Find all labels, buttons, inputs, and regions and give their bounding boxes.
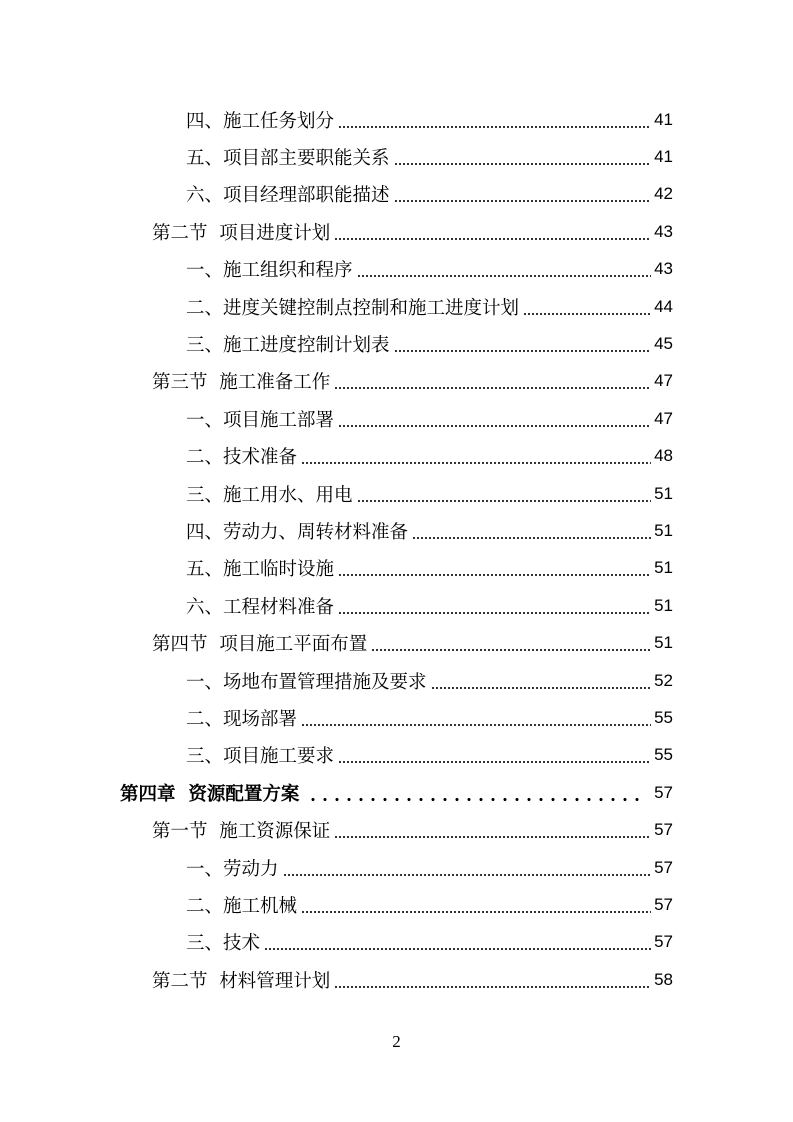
- toc-entry-label: 一、施工组织和程序: [186, 260, 353, 282]
- toc-entry-label: 六、项目经理部职能描述: [186, 185, 390, 207]
- toc-entry-label: 二、施工机械: [186, 895, 298, 917]
- dot-leader: [301, 724, 651, 726]
- dot-leader: [394, 200, 652, 202]
- toc-entry-page: 55: [654, 707, 673, 727]
- dot-leader: [431, 687, 652, 689]
- toc-entry-label: 二、进度关键控制点控制和施工进度计划: [186, 297, 520, 319]
- toc-entry-page: 42: [654, 184, 673, 204]
- toc-entry-label: 四、施工任务划分: [186, 110, 335, 132]
- toc-entry[interactable]: [0, 662, 793, 699]
- toc-chapter-entry[interactable]: [0, 774, 793, 811]
- toc-entry-page: 51: [654, 633, 673, 653]
- toc-entry[interactable]: [0, 138, 793, 175]
- toc-entry[interactable]: [0, 512, 793, 549]
- page-number: 2: [392, 1032, 401, 1051]
- toc-entry-label: 四、劳动力、周转材料准备: [186, 521, 409, 543]
- toc-entry-page: 57: [654, 932, 673, 952]
- toc-entry-page: 47: [654, 408, 673, 428]
- toc-entry[interactable]: [0, 251, 793, 288]
- toc-entry-label: 三、技术: [186, 933, 261, 955]
- toc-entry-page: 48: [654, 446, 673, 466]
- toc-entry-page: 55: [654, 745, 673, 765]
- toc-entry-page: 57: [654, 894, 673, 914]
- toc-entry[interactable]: [0, 737, 793, 774]
- dot-leader: [264, 948, 651, 950]
- toc-entry[interactable]: [0, 924, 793, 961]
- dot-leader: [283, 874, 652, 876]
- toc-entry-page: 57: [654, 782, 673, 802]
- toc-entry-page: 57: [654, 857, 673, 877]
- toc-entry[interactable]: [0, 325, 793, 362]
- dot-leader: [338, 425, 651, 427]
- toc-section-entry[interactable]: [0, 624, 793, 661]
- dot-leader: [394, 350, 652, 352]
- toc-entry-label: 第一节 施工资源保证: [152, 821, 331, 843]
- toc-entry-page: 44: [654, 296, 673, 316]
- toc-entry-page: 51: [654, 483, 673, 503]
- toc-entry[interactable]: [0, 475, 793, 512]
- dot-leader: [523, 313, 651, 315]
- toc-entry-label: 二、现场部署: [186, 708, 298, 730]
- toc-entry-page: 43: [654, 259, 673, 279]
- toc-entry-page: 43: [654, 221, 673, 241]
- toc-entry[interactable]: [0, 886, 793, 923]
- toc-entry[interactable]: [0, 550, 793, 587]
- toc-entry[interactable]: [0, 400, 793, 437]
- toc-entry-label: 第三节 施工准备工作: [152, 372, 331, 394]
- table-of-contents: [0, 101, 793, 998]
- toc-entry[interactable]: [0, 699, 793, 736]
- dot-leader: [301, 462, 651, 464]
- dot-leader: [371, 649, 651, 651]
- toc-entry-label: 一、劳动力: [186, 858, 279, 880]
- toc-section-entry[interactable]: [0, 363, 793, 400]
- dot-leader: [338, 612, 651, 614]
- toc-entry[interactable]: [0, 176, 793, 213]
- dot-leader: [338, 761, 651, 763]
- toc-entry-label: 一、场地布置管理措施及要求: [186, 671, 427, 693]
- toc-entry-label: 二、技术准备: [186, 447, 298, 469]
- toc-entry-label: 五、项目部主要职能关系: [186, 148, 390, 170]
- toc-entry-label: 三、项目施工要求: [186, 746, 335, 768]
- toc-entry-page: 51: [654, 520, 673, 540]
- toc-entry-label: 三、施工进度控制计划表: [186, 335, 390, 357]
- toc-entry-page: 41: [654, 109, 673, 129]
- toc-entry-page: 45: [654, 334, 673, 354]
- toc-entry[interactable]: [0, 101, 793, 138]
- toc-entry-page: 52: [654, 670, 673, 690]
- toc-entry[interactable]: [0, 849, 793, 886]
- toc-entry-page: 41: [654, 147, 673, 167]
- toc-entry[interactable]: [0, 288, 793, 325]
- toc-entry-label: 第二节 材料管理计划: [152, 970, 331, 992]
- dot-leader: [334, 836, 651, 838]
- toc-entry-label: 六、工程材料准备: [186, 596, 335, 618]
- toc-entry-page: 51: [654, 558, 673, 578]
- toc-entry-page: 47: [654, 371, 673, 391]
- dot-leader: [357, 275, 652, 277]
- toc-section-entry[interactable]: [0, 811, 793, 848]
- toc-entry-label: 第二节 项目进度计划: [152, 222, 331, 244]
- toc-section-entry[interactable]: [0, 961, 793, 998]
- dot-leader: [334, 387, 651, 389]
- toc-entry-page: 51: [654, 595, 673, 615]
- toc-entry[interactable]: [0, 587, 793, 624]
- dot-leader: [357, 500, 652, 502]
- toc-entry-label: 三、施工用水、用电: [186, 484, 353, 506]
- toc-entry-page: 57: [654, 820, 673, 840]
- dot-leader: [301, 911, 651, 913]
- toc-entry[interactable]: [0, 438, 793, 475]
- toc-entry-label: 五、施工临时设施: [186, 559, 335, 581]
- dot-leader: [334, 238, 651, 240]
- toc-section-entry[interactable]: [0, 213, 793, 250]
- dot-leader: [334, 986, 651, 988]
- toc-entry-label: 第四节 项目施工平面布置: [152, 634, 368, 656]
- dot-leader: [412, 537, 651, 539]
- dot-leader: [338, 126, 651, 128]
- toc-entry-page: 58: [654, 969, 673, 989]
- toc-entry-label: 第四章 资源配置方案: [120, 783, 300, 805]
- dot-leader: [394, 163, 652, 165]
- toc-entry-label: 一、项目施工部署: [186, 409, 335, 431]
- dot-leader: [338, 574, 651, 576]
- dot-leader: [307, 798, 642, 801]
